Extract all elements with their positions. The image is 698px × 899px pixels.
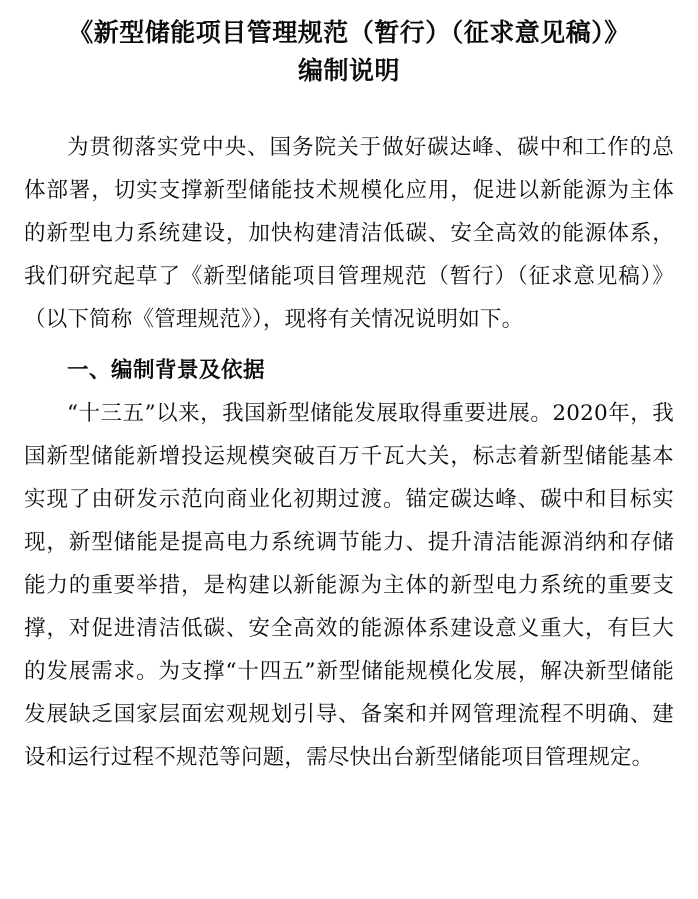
page-title	[24, 14, 674, 90]
page-title-line-1: 《新型储能项目管理规范（暂行）（征求意见稿）》	[68, 18, 630, 47]
paragraph-spacer	[24, 341, 674, 349]
page-title-line-2: 编制说明	[297, 56, 400, 85]
section-1-paragraph-1: “十三五”以来，我国新型储能发展取得重要进展。2020年，我国新型储能新增投运规模突破百万千瓦大关，标志着新型储能基本实现了由研发示范向商业化初期过渡。锚定碳达峰、碳中和目标实现，新型储能是提高电力系统调节能力、提升清洁能源消纳和存储能力的重要举措，是构建以新能源为主体的新型电力系统的重要支撑，对促进清洁低碳、安全高效的能源体系建设意义重大，有巨大的发展需求。为支撑“十四五”新型储能规模化发展，解决新型储能发展缺乏国家层面宏观规划引导、备案和并网管理流程不明确、建设和运行过程不规范等问题，需尽快出台新型储能项目管理规定。	[24, 401, 674, 770]
document-body	[24, 126, 674, 779]
intro-paragraph: 为贯彻落实党中央、国务院关于做好碳达峰、碳中和工作的总体部署，切实支撑新型储能技术规模化应用，促进以新能源为主体的新型电力系统建设，加快构建清洁低碳、安全高效的能源体系，我们研究起草了《新型储能项目管理规范（暂行）（征求意见稿）》（以下简称《管理规范》），现将有关情况说明如下。	[24, 135, 674, 332]
section-heading-1: 一、编制背景及依据	[67, 358, 266, 383]
